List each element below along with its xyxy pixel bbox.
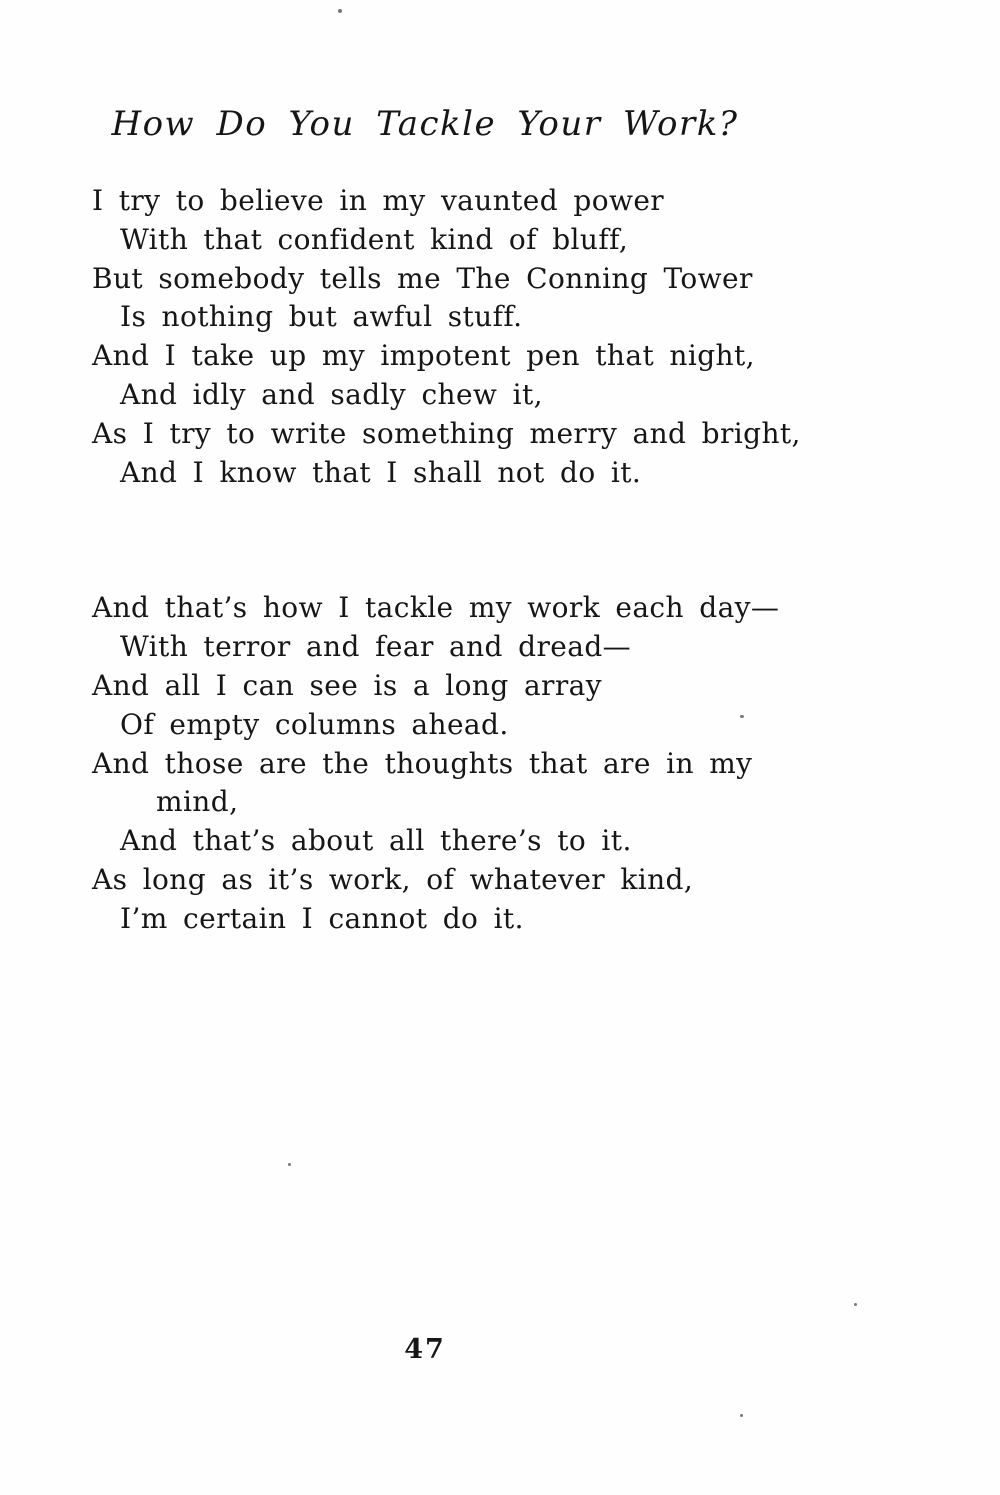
poem-line: And I take up my impotent pen that night, (92, 339, 755, 373)
scan-speck (338, 9, 342, 13)
poem-line: As long as it’s work, of whatever kind, (92, 862, 694, 896)
stanza (92, 589, 812, 938)
scan-speck (854, 1303, 857, 1306)
scan-speck (740, 715, 744, 718)
poem-line: Of empty columns ahead. (120, 707, 509, 741)
poem-line: And all I can see is a long array (92, 668, 602, 702)
poem-line: And I know that I shall not do it. (120, 455, 642, 489)
scan-speck (740, 1414, 743, 1417)
poem-line: And that’s how I tackle my work each day— (92, 591, 780, 625)
poem-line: Is nothing but awful stuff. (120, 300, 523, 334)
poem-line: And those are the thoughts that are in my (92, 746, 753, 780)
poem-line: I try to believe in my vaunted power (92, 184, 665, 217)
page-number: 47 (404, 1334, 446, 1365)
poem-title: How Do You Tackle Your Work? (111, 104, 739, 144)
stanza (92, 182, 812, 492)
scan-speck (288, 1163, 291, 1166)
poem (92, 182, 812, 939)
poem-line: mind, (156, 785, 239, 819)
poem-line: But somebody tells me The Conning Tower (92, 261, 753, 295)
poem-line: And idly and sadly chew it, (120, 377, 543, 411)
poem-line: With that confident kind of bluff, (120, 222, 629, 256)
poem-line: As I try to write something merry and bright, (92, 416, 801, 450)
poem-line: I’m certain I cannot do it. (120, 901, 524, 935)
poem-line: And that’s about all there’s to it. (120, 824, 632, 858)
poem-line: With terror and fear and dread— (120, 630, 632, 664)
